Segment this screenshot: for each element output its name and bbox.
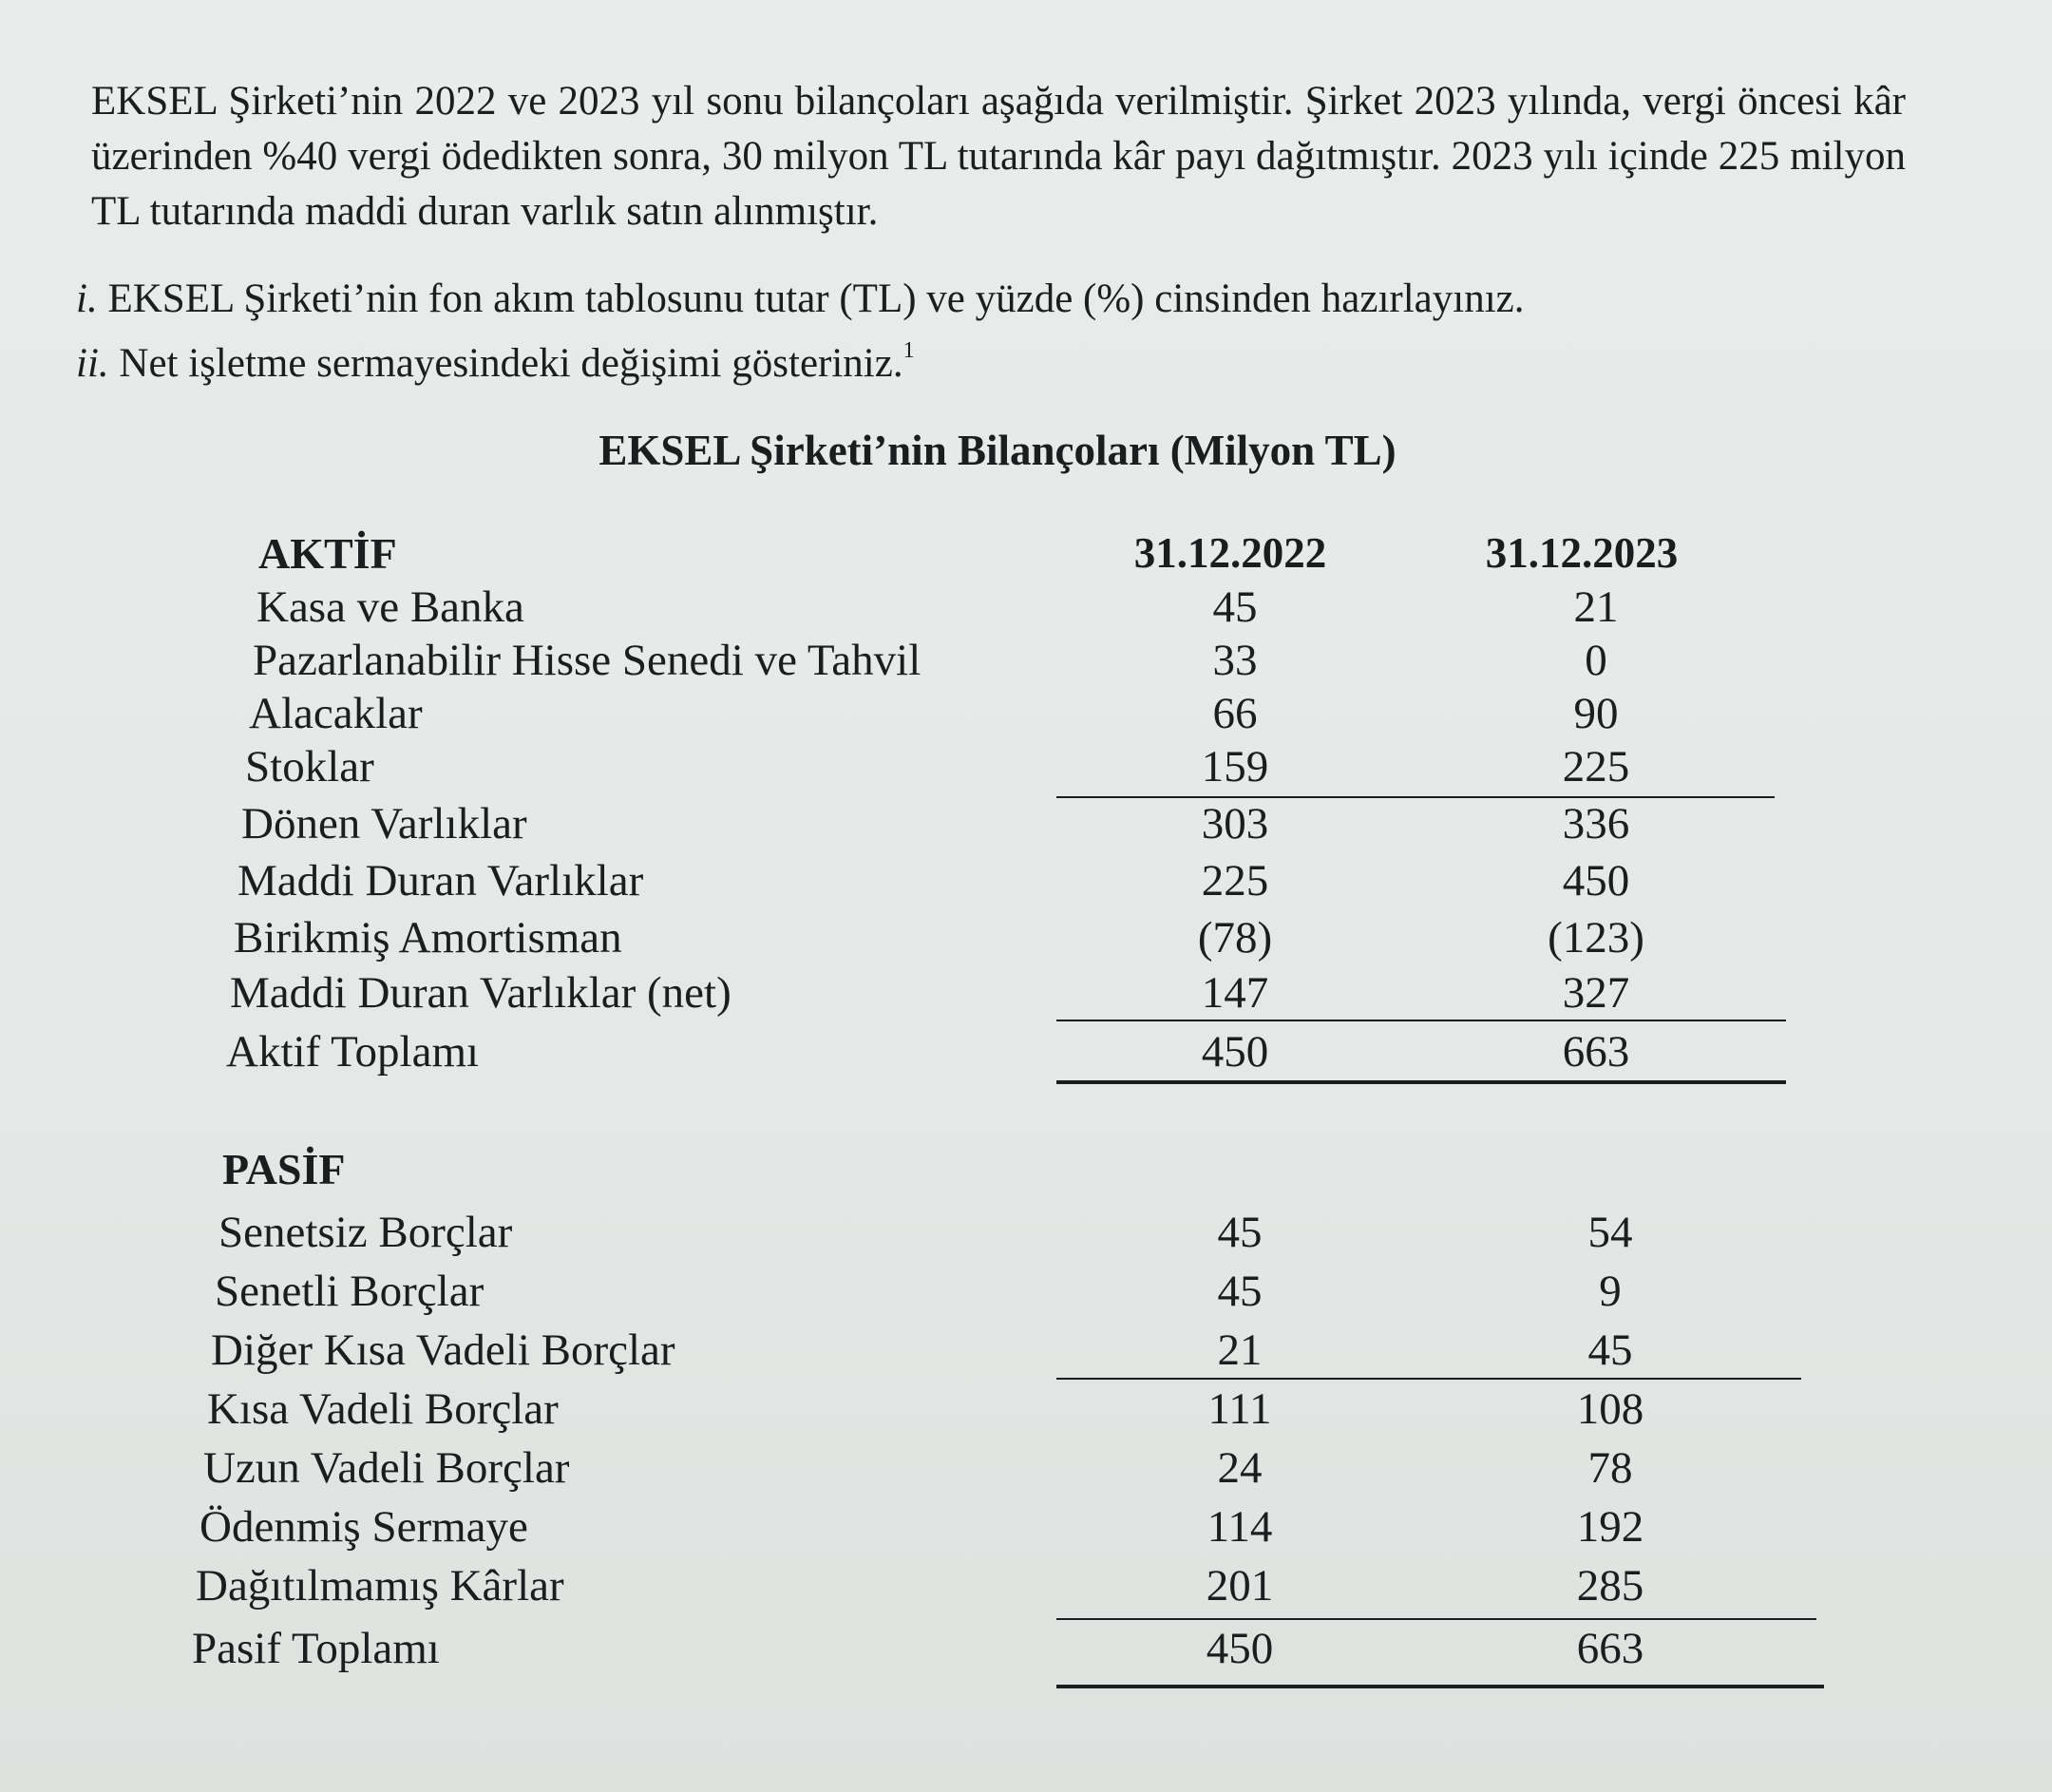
- row-label: Aktif Toplamı: [226, 1027, 480, 1077]
- row-value-2023: 108: [1576, 1384, 1644, 1434]
- subtotal-rule: [1056, 796, 1775, 798]
- total-rule-double: [1056, 1080, 1786, 1084]
- row-value-2022: 303: [1201, 799, 1269, 848]
- subtotal-rule: [1056, 1020, 1786, 1021]
- row-value-2022: 147: [1201, 968, 1269, 1018]
- row-value-2023: (123): [1548, 913, 1644, 963]
- row-value-2023: 285: [1576, 1561, 1644, 1611]
- row-label: Maddi Duran Varlıklar (net): [230, 968, 732, 1018]
- row-value-2022: 111: [1207, 1384, 1272, 1434]
- row-value-2023: 0: [1585, 636, 1607, 685]
- row-value-2023: 336: [1562, 799, 1630, 848]
- row-value-2023: 192: [1576, 1502, 1644, 1552]
- row-label: Stoklar: [245, 742, 374, 791]
- row-label: Birikmiş Amortisman: [234, 913, 622, 963]
- row-value-2022: 33: [1212, 636, 1258, 685]
- column-header-2022: 31.12.2022: [1133, 529, 1327, 577]
- intro-paragraph: EKSEL Şirketi’nin 2022 ve 2023 yıl sonu bilançoları aşağıda verilmiştir. Şirket 2023 yılında, vergi öncesi kâr üzerinden %40 vergi ödedikten sonra, 30 milyon TL tutarında kâr payı dağıtmıştır. 2023 yılı içinde 225 milyon TL tutarında maddi duran varlık satın alınmıştır.: [91, 79, 1906, 234]
- row-value-2022: 201: [1206, 1561, 1274, 1611]
- row-value-2022: 45: [1217, 1267, 1263, 1316]
- section-header-aktif: AKTİF: [258, 529, 397, 578]
- row-value-2023: 90: [1573, 689, 1619, 738]
- row-label: Diğer Kısa Vadeli Borçlar: [211, 1325, 675, 1375]
- row-label: Kasa ve Banka: [256, 582, 524, 632]
- row-value-2023: 663: [1576, 1624, 1644, 1673]
- row-label: Uzun Vadeli Borçlar: [203, 1443, 570, 1493]
- question-text: Net işletme sermayesindeki değişimi gösteriniz.: [119, 341, 903, 386]
- row-value-2022: 45: [1212, 582, 1258, 632]
- row-value-2023: 21: [1573, 582, 1619, 632]
- row-value-2022: (78): [1197, 913, 1273, 963]
- column-header-2023: 31.12.2023: [1485, 529, 1679, 577]
- row-value-2022: 21: [1217, 1325, 1263, 1375]
- row-label: Kısa Vadeli Borçlar: [207, 1384, 559, 1434]
- row-value-2022: 66: [1212, 689, 1258, 738]
- row-value-2022: 450: [1206, 1624, 1274, 1673]
- row-label: Senetli Borçlar: [215, 1267, 484, 1316]
- row-value-2022: 159: [1201, 742, 1269, 791]
- row-value-2022: 24: [1217, 1443, 1263, 1493]
- row-label: Dönen Varlıklar: [241, 799, 527, 848]
- question-number: ii.: [76, 341, 109, 386]
- table-title: EKSEL Şirketi’nin Bilançoları (Milyon TL): [598, 427, 1396, 474]
- row-value-2023: 327: [1562, 968, 1630, 1018]
- row-label: Senetsiz Borçlar: [218, 1208, 513, 1257]
- row-value-2022: 450: [1201, 1027, 1269, 1077]
- row-value-2023: 9: [1599, 1267, 1622, 1316]
- subtotal-rule: [1056, 1378, 1801, 1380]
- question-number: i.: [76, 276, 98, 321]
- row-label: Maddi Duran Varlıklar: [238, 856, 644, 906]
- section-header-pasif: PASİF: [222, 1145, 346, 1193]
- row-value-2023: 225: [1562, 742, 1630, 791]
- row-label: Pazarlanabilir Hisse Senedi ve Tahvil: [253, 636, 922, 685]
- row-value-2023: 54: [1587, 1208, 1633, 1257]
- row-value-2023: 45: [1587, 1325, 1633, 1375]
- row-value-2022: 114: [1206, 1502, 1273, 1552]
- row-value-2023: 450: [1562, 856, 1630, 906]
- total-rule-double: [1056, 1685, 1824, 1688]
- row-label: Dağıtılmamış Kârlar: [196, 1561, 564, 1611]
- row-value-2023: 663: [1562, 1027, 1630, 1077]
- row-value-2022: 45: [1217, 1208, 1263, 1257]
- row-label: Alacaklar: [249, 689, 423, 738]
- row-value-2023: 78: [1587, 1443, 1633, 1493]
- row-label: Pasif Toplamı: [192, 1624, 440, 1673]
- footnote-marker: 1: [902, 338, 915, 363]
- question-text: EKSEL Şirketi’nin fon akım tablosunu tutar (TL) ve yüzde (%) cinsinden hazırlayınız.: [107, 276, 1525, 321]
- subtotal-rule: [1056, 1618, 1816, 1620]
- row-label: Ödenmiş Sermaye: [200, 1502, 528, 1552]
- row-value-2022: 225: [1201, 856, 1269, 906]
